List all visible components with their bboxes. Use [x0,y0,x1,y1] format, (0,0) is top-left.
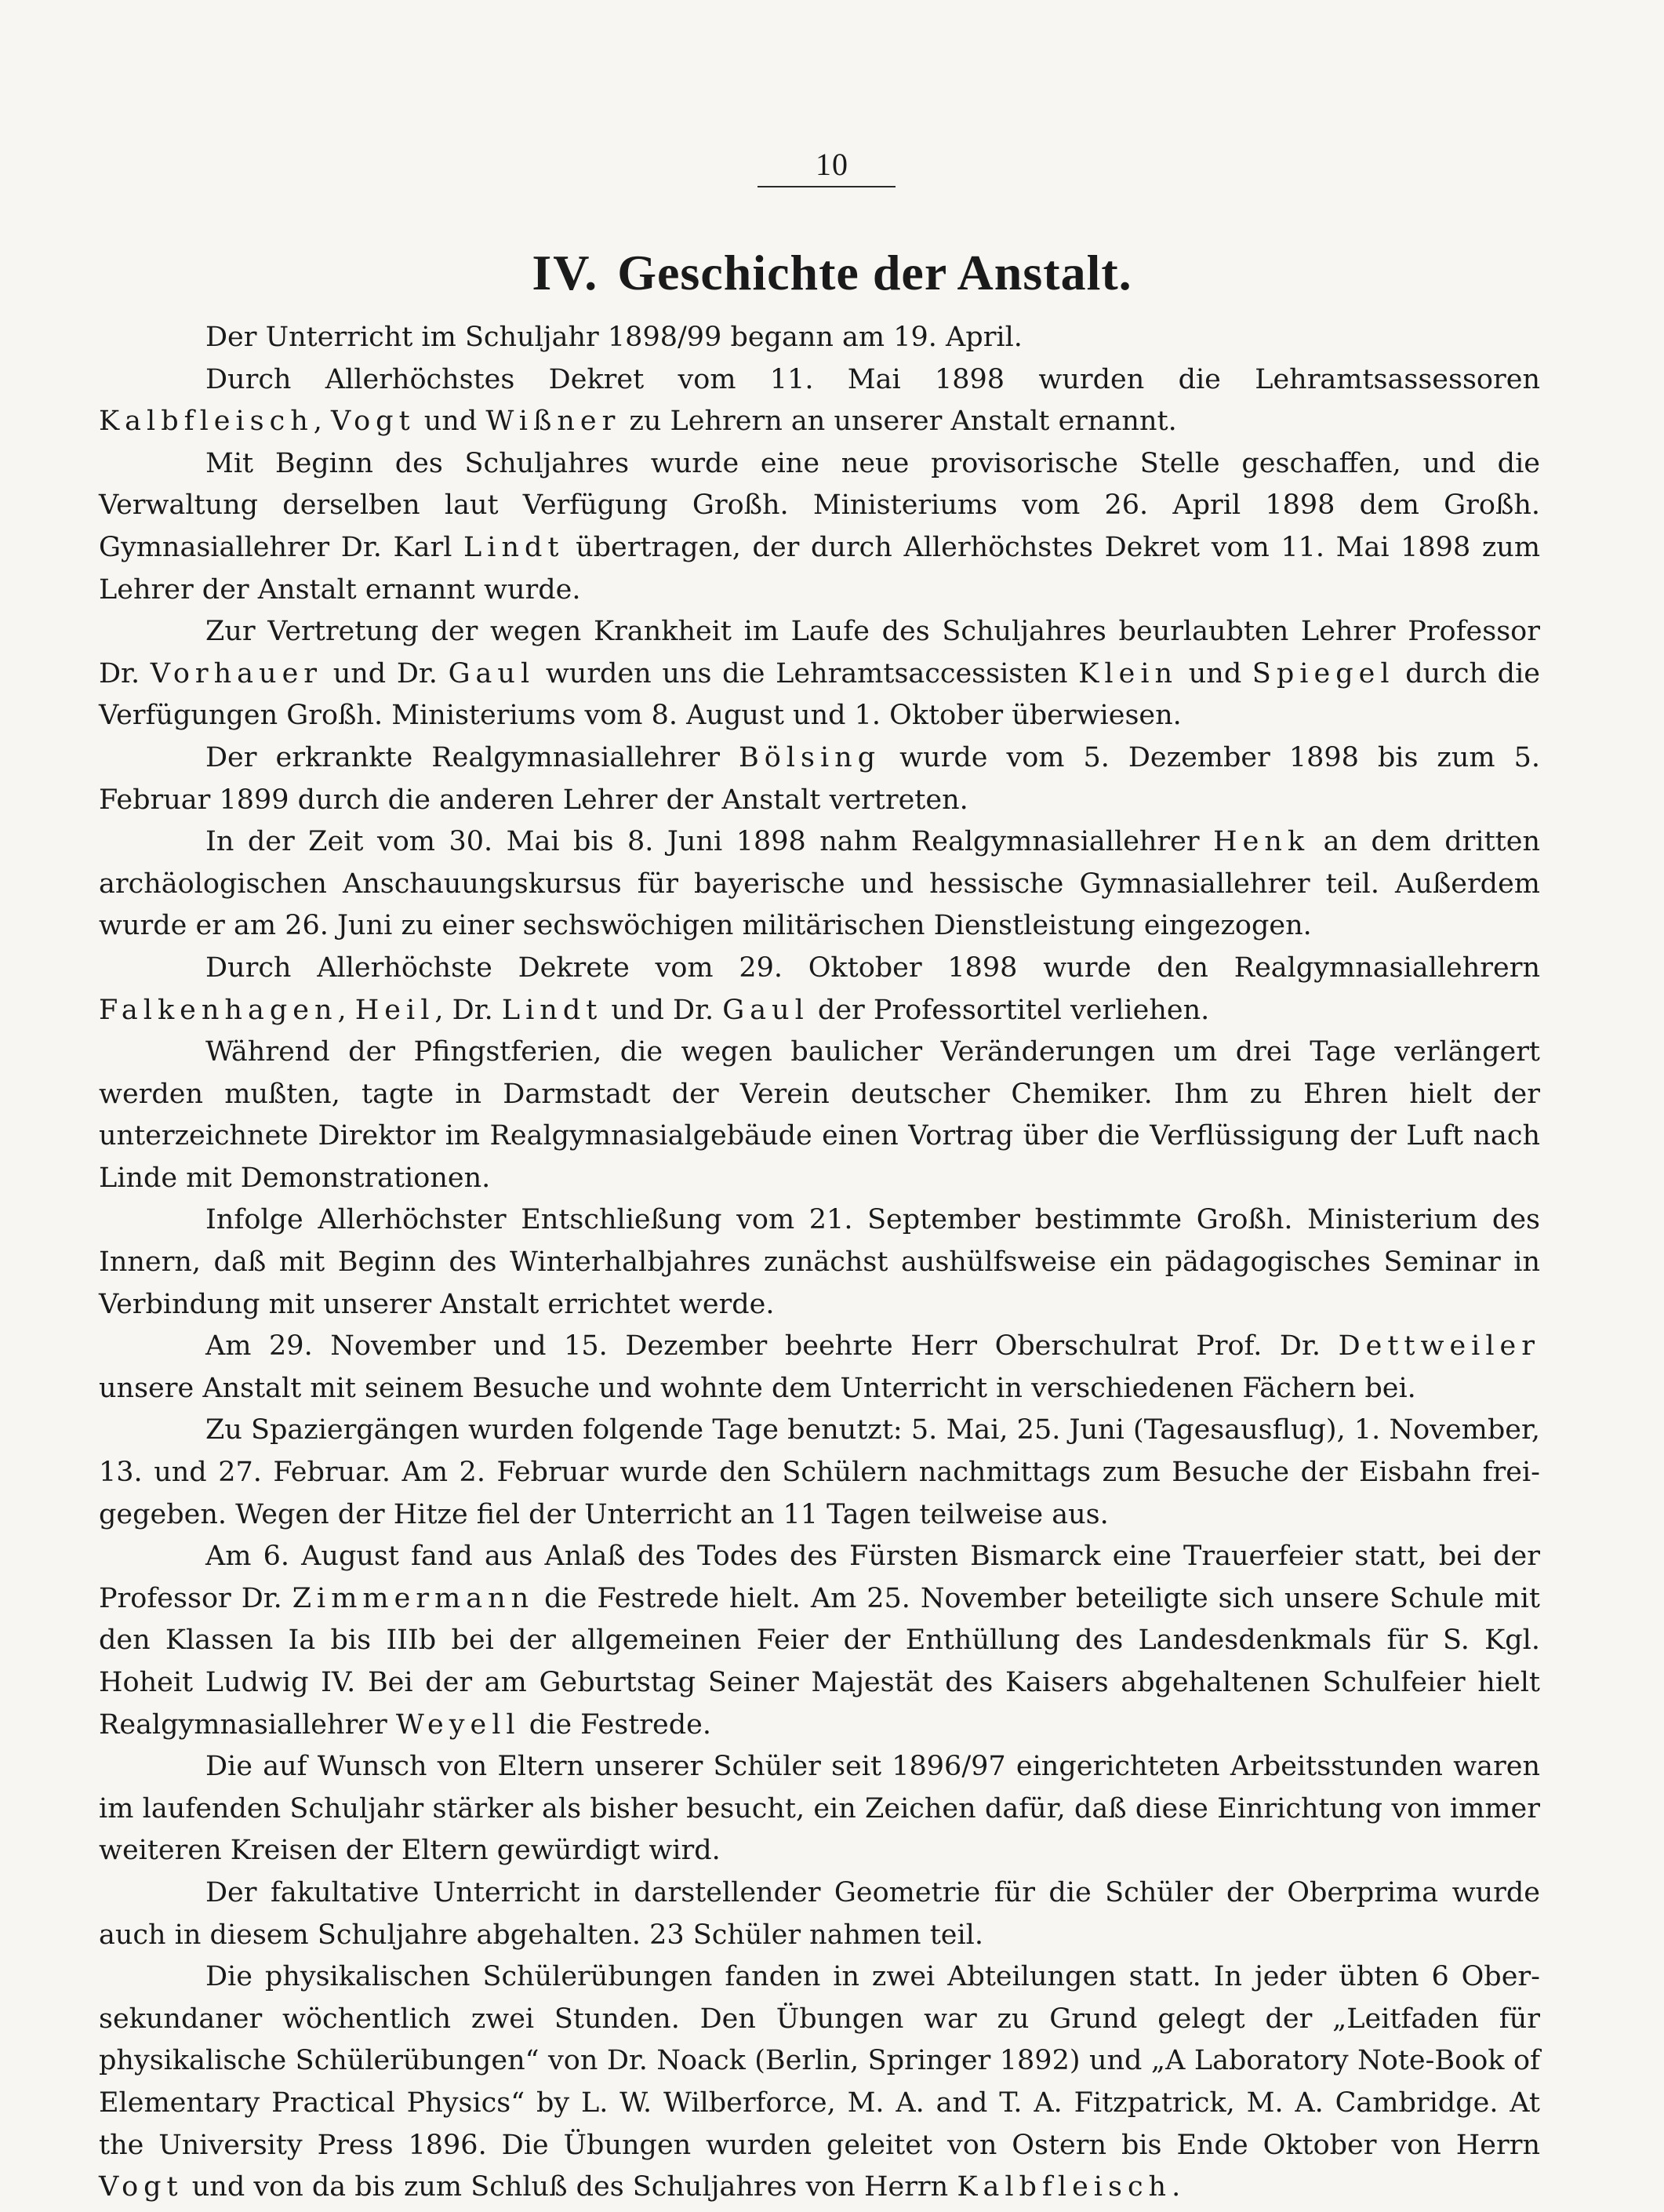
text-segment: Der Unterricht im Schuljahr 1898/99 begann am 19. April. [205,322,1023,353]
text-segment: Am 6. August fand aus Anlaß des Todes des Fürsten Bismarck eine Trauerfeier statt, bei der Professor Dr. [99,1541,1540,1614]
text-segment: Zur Vertretung der wegen Krankheit im Laufe des Schuljahres beurlaubten Lehrer Professor Dr. [99,616,1540,689]
paragraph [99,1199,1540,1326]
text-segment: und Dr. [602,994,723,1026]
text-segment: die Festrede hielt. Am 25. November beteiligte sich unsere Schule mit den Klassen Ia bis IIIb bei der allgemeinen Feier der Enthüllung des Landesdenkmals für S. Kgl. Hoheit Ludwig IV. Bei der am Geburtstag Seiner Majestät des Kaisers abgehaltenen Schulfeier hielt Realgymnasiallehrer [99,1582,1540,1741]
person-name: Kalbfleisch [99,406,314,438]
person-name: Vogt [99,2171,183,2203]
paragraph [99,1326,1540,1410]
page-number-container [0,146,1664,184]
text-segment: übertragen, der durch Allerhöchstes Dekret vom 11. Mai 1898 zum Lehrer der Anstalt ernannt wurde. [99,531,1541,606]
person-name: Kalbfleisch [957,2171,1172,2203]
text-segment: durch die Verfügungen Großh. Ministeriums vom 8. August und 1. Oktober überwiesen. [99,657,1540,732]
paragraph [99,1031,1540,1199]
person-name: Zimmermann [292,1582,535,1614]
person-name: Wißner [485,406,621,438]
text-segment: an dem dritten archäologischen Anschauungskursus für bayerische und hessische Gymnasiallehrer teil. Außerdem wurde er am 26. Juni zu einer sechswöchigen militärischen Dienstleistung eingezogen. [99,826,1540,942]
text-segment: . [1172,2171,1181,2203]
text-segment: Mit Beginn des Schuljahres wurde eine neue provisorische Stelle geschaffen, und die Verwaltung derselben laut Verfügung Großh. Ministeriums vom 26. April 1898 dem Großh. Gymnasiallehrer Dr. Karl [99,447,1540,563]
text-segment: Die auf Wunsch von Eltern unserer Schüler seit 1896/97 eingerichteten Arbeitsstunden waren im laufenden Schuljahr stärker als bisher besucht, ein Zeichen dafür, daß diese Einrichtung von immer weiteren Kreisen der Eltern gewürdigt wird. [99,1751,1540,1867]
person-name: Gaul [722,994,809,1026]
paragraph [99,1872,1540,1956]
text-segment: , [313,406,332,438]
person-name: Weyell [395,1708,521,1741]
text-segment: Zu Spaziergängen wurden folgende Tage benutzt: 5. Mai, 25. Juni (Tagesausflug), 1. November, 13. und 27. Februar. Am 2. Februar wurde den Schülern nachmittags zum Besuche der Eisbahn freigegeben. Wegen der Hitze fiel der Unterricht an 11 Tagen teilweise aus. [99,1414,1540,1530]
text-segment: Während der Pfingstferien, die wegen baulicher Veränderungen um drei Tage verlängert werden mußten, tagte in Darmstadt der Verein deutscher Chemiker. Ihm zu Ehren hielt der unterzeichnete Direktor im Realgymnasialgebäude einen Vortrag über die Verflüssigung der Luft nach Linde mit Demonstrationen. [99,1036,1540,1194]
person-name: Spiegel [1252,657,1395,689]
section-number: IV. [532,245,599,300]
person-name: Gaul [448,657,536,689]
person-name: Falkenhagen [99,994,338,1026]
person-name: Henk [1213,826,1310,858]
paragraph [99,443,1540,611]
body-text [99,317,1540,2209]
person-name: Vorhauer [150,657,323,689]
paragraph [99,948,1540,1031]
text-segment: Durch Allerhöchste Dekrete vom 29. Oktober 1898 wurde den Realgymnasiallehrern [205,951,1540,984]
person-name: Lindt [463,531,565,563]
text-segment: Durch Allerhöchstes Dekret vom 11. Mai 1898 wurden die Lehramtsassessoren [205,363,1540,395]
text-segment: und [1178,657,1252,689]
text-segment: und Dr. [322,657,449,689]
section-heading [0,243,1664,303]
text-segment: Der fakultative Unterricht in darstellender Geometrie für die Schüler der Oberprima wurde auch in diesem Schuljahre abgehalten. 23 Schüler nahmen teil. [99,1876,1540,1951]
text-segment: und von da bis zum Schluß des Schuljahres von Herrn [183,2171,957,2203]
text-segment: unsere Anstalt mit seinem Besuche und wohnte dem Unterricht in verschiedenen Fächern bei. [99,1372,1416,1404]
section-title: Geschichte der Anstalt. [617,245,1132,300]
text-segment: In der Zeit vom 30. Mai bis 8. Juni 1898 nahm Realgymnasiallehrer [205,826,1214,858]
text-segment: Der erkrankte Realgymnasiallehrer [205,741,739,773]
person-name: Lindt [501,994,603,1026]
text-segment: Die physikalischen Schülerübungen fanden in zwei Abteilungen statt. In jeder übten 6 Obersekundaner wöchentlich zwei Stunden. Den Übungen war zu Grund gelegt der „Leitfaden für physikalische Schülerübungen“ von Dr. Noack (Berlin, Springer 1892) und „A Laboratory Note-Book of Elementary Practical Physics“ by L. W. Wilberforce, M. A. and T. A. Fitzpatrick, M. A. Cambridge. At the University Press 1896. Die Übungen wurden geleitet von Ostern bis Ende Oktober von Herrn [99,1961,1540,2161]
text-segment: zu Lehrern an unserer Anstalt ernannt. [620,406,1177,438]
text-segment: der Professortitel verliehen. [808,994,1210,1026]
page-number-rule [758,186,896,187]
text-segment: die Festrede. [520,1708,711,1741]
paragraph [99,611,1540,737]
text-segment: , [337,994,355,1026]
text-segment: wurden uns die Lehramtsaccessisten [535,657,1079,689]
paragraph [99,317,1540,359]
text-segment: , Dr. [434,994,502,1026]
paragraph [99,1410,1540,1536]
text-segment: wurde vom 5. Dezember 1898 bis zum 5. Februar 1899 durch die anderen Lehrer der Anstalt vertreten. [99,741,1540,816]
paragraph [99,359,1540,443]
person-name: Vogt [331,406,416,438]
page-number: 10 [816,147,848,182]
text-segment: und [415,406,486,438]
paragraph [99,737,1540,821]
paragraph [99,1956,1540,2209]
paragraph [99,821,1540,948]
paragraph [99,1536,1540,1746]
paragraph [99,1746,1540,1872]
text-segment: Infolge Allerhöchster Entschließung vom 21. September bestimmte Großh. Ministerium des Innern, daß mit Beginn des Winterhalbjahres zunächst aushülfsweise ein pädagogisches Seminar in Verbindung mit unserer Anstalt errichtet werde. [99,1204,1540,1320]
person-name: Bölsing [739,741,881,773]
text-segment: Am 29. November und 15. Dezember beehrte Herr Oberschulrat Prof. Dr. [205,1330,1339,1362]
person-name: Heil [354,994,435,1026]
person-name: Dettweiler [1338,1330,1540,1362]
person-name: Klein [1078,657,1179,689]
